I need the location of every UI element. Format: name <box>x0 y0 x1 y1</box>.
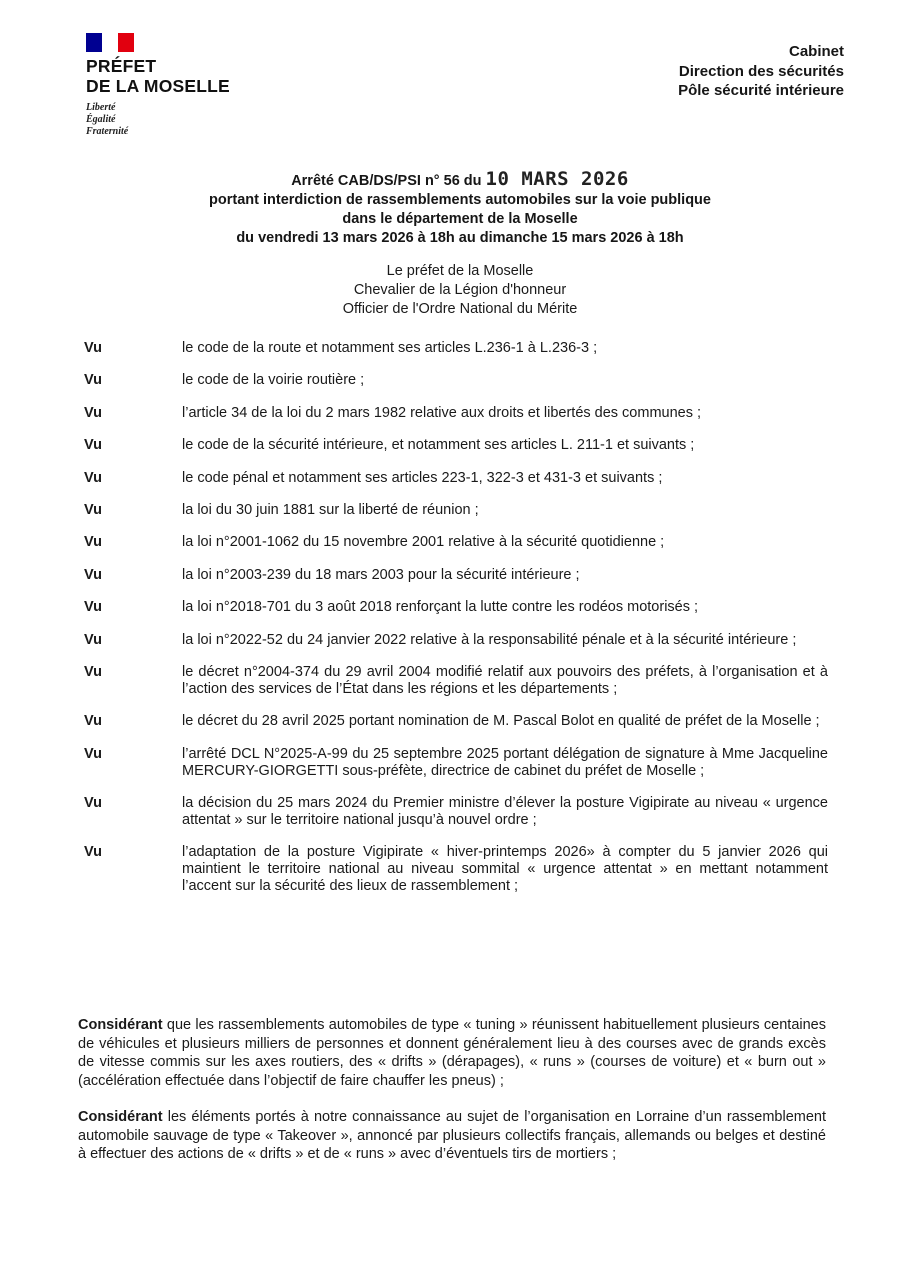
vu-item <box>84 437 828 454</box>
considerant-paragraph <box>78 1016 826 1090</box>
date-stamp: 10 MARS 2026 <box>485 168 629 190</box>
flag-white-stripe <box>102 33 118 52</box>
vu-text: le décret du 28 avril 2025 portant nomination de M. Pascal Bolot en qualité de préfet de la Moselle ; <box>182 713 820 730</box>
vu-item <box>84 340 828 357</box>
vu-text: la loi n°2018-701 du 3 août 2018 renforçant la lutte contre les rodéos motorisés ; <box>182 599 699 616</box>
dept-cabinet: Cabinet <box>788 43 844 60</box>
dept-direction: Direction des sécurités <box>678 62 844 80</box>
marianne-flag-icon <box>86 33 134 52</box>
vu-text: la décision du 25 mars 2024 du Premier ministre d’élever la posture Vigipirate au niveau « urgence attentat » sur le territoire national jusqu’à nouvel ordre ; <box>182 795 828 829</box>
vu-label: Vu <box>84 631 102 648</box>
legal-basis-list <box>84 340 828 911</box>
vu-label: Vu <box>84 437 102 454</box>
vu-item <box>84 567 828 584</box>
vu-item <box>84 632 828 649</box>
flag-blue-stripe <box>86 33 102 52</box>
vu-item <box>84 534 828 551</box>
authority-line2: Chevalier de la Légion d'honneur <box>353 282 567 298</box>
vu-item <box>84 795 828 829</box>
decree-number: Arrêté CAB/DS/PSI n° 56 du <box>291 173 482 189</box>
considerant-text: que les rassemblements automobiles de type « tuning » réunissent habituellement plusieurs centaines de véhicules et plusieurs milliers de personnes et donnent généralement lieu à des courses avec de grands excès de vitesse commis sur les axes routiers, des « drifts » (dérapages), « runs » (courses de voiture) et « burn out » (accélération effectuée dans l’objectif de faire chauffer les pneus) ; <box>78 1017 826 1089</box>
logo-title <box>86 56 246 96</box>
vu-item <box>84 599 828 616</box>
motto-fraternite: Fraternité <box>86 126 129 137</box>
decree-subject-line1: portant interdiction de rassemblements automobiles sur la voie publique <box>209 192 711 208</box>
vu-item <box>84 664 828 698</box>
vu-text: l’article 34 de la loi du 2 mars 1982 relative aux droits et libertés des communes ; <box>182 404 702 421</box>
vu-item <box>84 502 828 519</box>
vu-label: Vu <box>84 372 102 389</box>
department-header <box>678 42 844 101</box>
dept-pole: Pôle sécurité intérieure <box>678 82 844 99</box>
vu-label: Vu <box>84 844 102 861</box>
motto-liberte: Liberté <box>86 102 116 113</box>
vu-label: Vu <box>84 599 102 616</box>
considerant-text: les éléments portés à notre connaissance au sujet de l’organisation en Lorraine d’un rassemblement automobile sauvage de type « Takeover », annoncé par plusieurs collectifs français, allemands ou belges et destiné à effectuer des actions de « drifts » et de « runs » avec d’éventuels tirs de mortiers ; <box>78 1109 826 1162</box>
logo-title-line1: PRÉFET <box>86 56 157 76</box>
motto-egalite: Égalité <box>86 114 116 125</box>
vu-label: Vu <box>84 745 102 762</box>
vu-text: l’arrêté DCL N°2025-A-99 du 25 septembre 2025 portant délégation de signature à Mme Jacqueline MERCURY-GIORGETTI sous-préfète, directrice de cabinet du préfet de Moselle ; <box>182 745 828 779</box>
vu-text: la loi n°2001-1062 du 15 novembre 2001 relative à la sécurité quotidienne ; <box>182 534 665 551</box>
issuing-authority <box>90 262 830 319</box>
vu-item <box>84 844 828 895</box>
vu-label: Vu <box>84 501 102 518</box>
vu-label: Vu <box>84 469 102 486</box>
vu-label: Vu <box>84 663 102 680</box>
vu-label: Vu <box>84 534 102 551</box>
vu-label: Vu <box>84 713 102 730</box>
authority-line3: Officier de l'Ordre National du Mérite <box>342 301 578 317</box>
logo-title-line2: DE LA MOSELLE <box>86 76 230 96</box>
authority-line1: Le préfet de la Moselle <box>386 263 534 279</box>
republic-motto <box>86 102 246 138</box>
decree-period: du vendredi 13 mars 2026 à 18h au dimanche 15 mars 2026 à 18h <box>236 230 684 246</box>
vu-text: l’adaptation de la posture Vigipirate « hiver-printemps 2026» à compter du 5 janvier 2026 qui maintient le territoire national au niveau sommital « urgence attentat » en mettant notamment l’accent sur la sécurité des lieux de rassemblement ; <box>182 844 828 895</box>
vu-text: le code de la voirie routière ; <box>182 372 365 389</box>
flag-red-stripe <box>118 33 134 52</box>
vu-text: la loi du 30 juin 1881 sur la liberté de réunion ; <box>182 501 479 518</box>
vu-item <box>84 746 828 780</box>
vu-text: le code pénal et notamment ses articles 223-1, 322-3 et 431-3 et suivants ; <box>182 469 663 486</box>
vu-label: Vu <box>84 340 102 356</box>
vu-label: Vu <box>84 566 102 583</box>
decree-subject-line2: dans le département de la Moselle <box>342 211 578 227</box>
vu-label: Vu <box>84 795 102 812</box>
vu-item <box>84 372 828 389</box>
vu-text: le code de la sécurité intérieure, et notamment ses articles L. 211-1 et suivants ; <box>182 437 695 454</box>
vu-text: la loi n°2003-239 du 18 mars 2003 pour la sécurité intérieure ; <box>182 566 580 583</box>
vu-label: Vu <box>84 404 102 421</box>
vu-text: la loi n°2022-52 du 24 janvier 2022 relative à la responsabilité pénale et à la sécurité intérieure ; <box>182 631 797 648</box>
prefecture-logo <box>86 33 246 138</box>
vu-item <box>84 470 828 487</box>
considerant-paragraph <box>78 1108 826 1164</box>
vu-item <box>84 405 828 422</box>
vu-item <box>84 713 828 730</box>
vu-text: le code de la route et notamment ses articles L.236-1 à L.236-3 ; <box>182 340 598 356</box>
decree-title <box>90 170 830 248</box>
decree-number-line <box>90 170 830 191</box>
vu-text: le décret n°2004-374 du 29 avril 2004 modifié relatif aux pouvoirs des préfets, à l’organisation et à l’action des services de l’État dans les régions et les départements ; <box>182 663 828 697</box>
considerant-keyword: Considérant <box>78 1109 163 1125</box>
considerant-keyword: Considérant <box>78 1017 163 1033</box>
